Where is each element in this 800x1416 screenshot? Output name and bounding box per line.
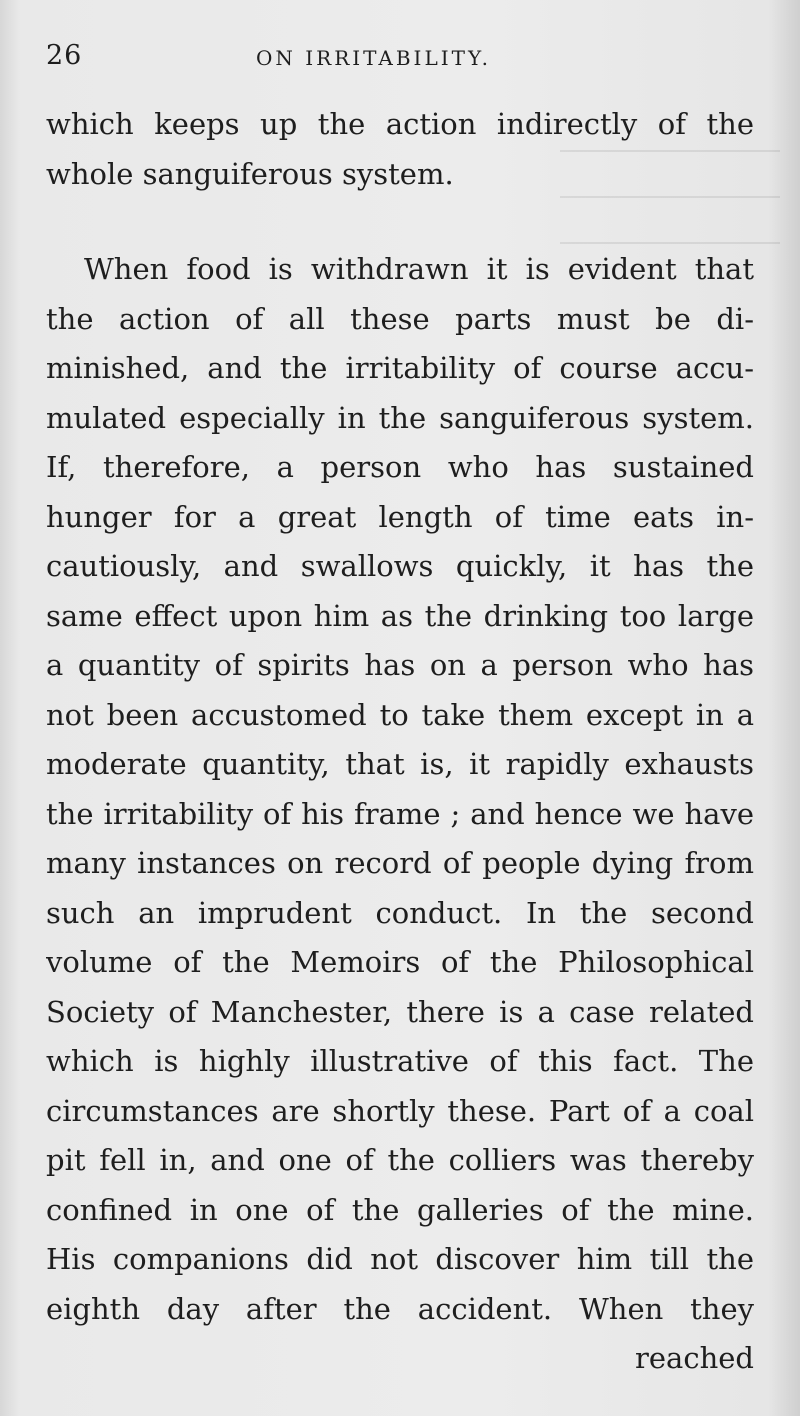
text-line: which keeps up the action indirectly of the [46, 107, 754, 141]
text-line: circumstances are shortly these. Part of a coal [46, 1093, 754, 1128]
text-line: When food is withdrawn it is evident that [84, 252, 754, 286]
text-line: pit fell in, and one of the colliers was thereby [46, 1143, 754, 1177]
text-line: such an imprudent conduct. In the second [46, 895, 754, 930]
text-line: mulated especially in the sanguiferous system. [46, 400, 754, 435]
text-line: confined in one of the galleries of the mine. [46, 1192, 754, 1227]
paragraph-gap [46, 199, 754, 245]
text-line: hunger for a great length of time eats in- [46, 499, 754, 534]
text-line: a quantity of spirits has on a person who has [46, 648, 754, 682]
text-line: cautiously, and swallows quickly, it has the [46, 549, 754, 583]
running-head: ON IRRITABILITY. [256, 46, 491, 70]
text-line: the action of all these parts must be di- [46, 301, 754, 336]
text-line: same effect upon him as the drinking too large [46, 598, 754, 633]
catchword: reached [635, 1341, 754, 1375]
text-line: which is highly illustrative of this fact. The [46, 1044, 754, 1078]
text-line: moderate quantity, that is, it rapidly exhausts [46, 747, 754, 781]
body-text [46, 100, 754, 1384]
page-header [46, 40, 754, 80]
text-line: not been accustomed to take them except in a [46, 697, 754, 732]
text-line: many instances on record of people dying from [46, 846, 754, 880]
text-line: the irritability of his frame ; and hence we have [46, 796, 754, 831]
text-line: eighth day after the accident. When they [46, 1291, 754, 1326]
text-line: volume of the Memoirs of the Philosophical [46, 945, 754, 979]
text-line: If, therefore, a person who has sustained [46, 450, 754, 484]
text-line: His companions did not discover him till the [46, 1242, 754, 1276]
page-number: 26 [46, 40, 83, 71]
text-line: Society of Manchester, there is a case related [46, 994, 754, 1029]
text-line: whole sanguiferous system. [46, 156, 454, 191]
text-line: minished, and the irritability of course accu- [46, 351, 754, 385]
